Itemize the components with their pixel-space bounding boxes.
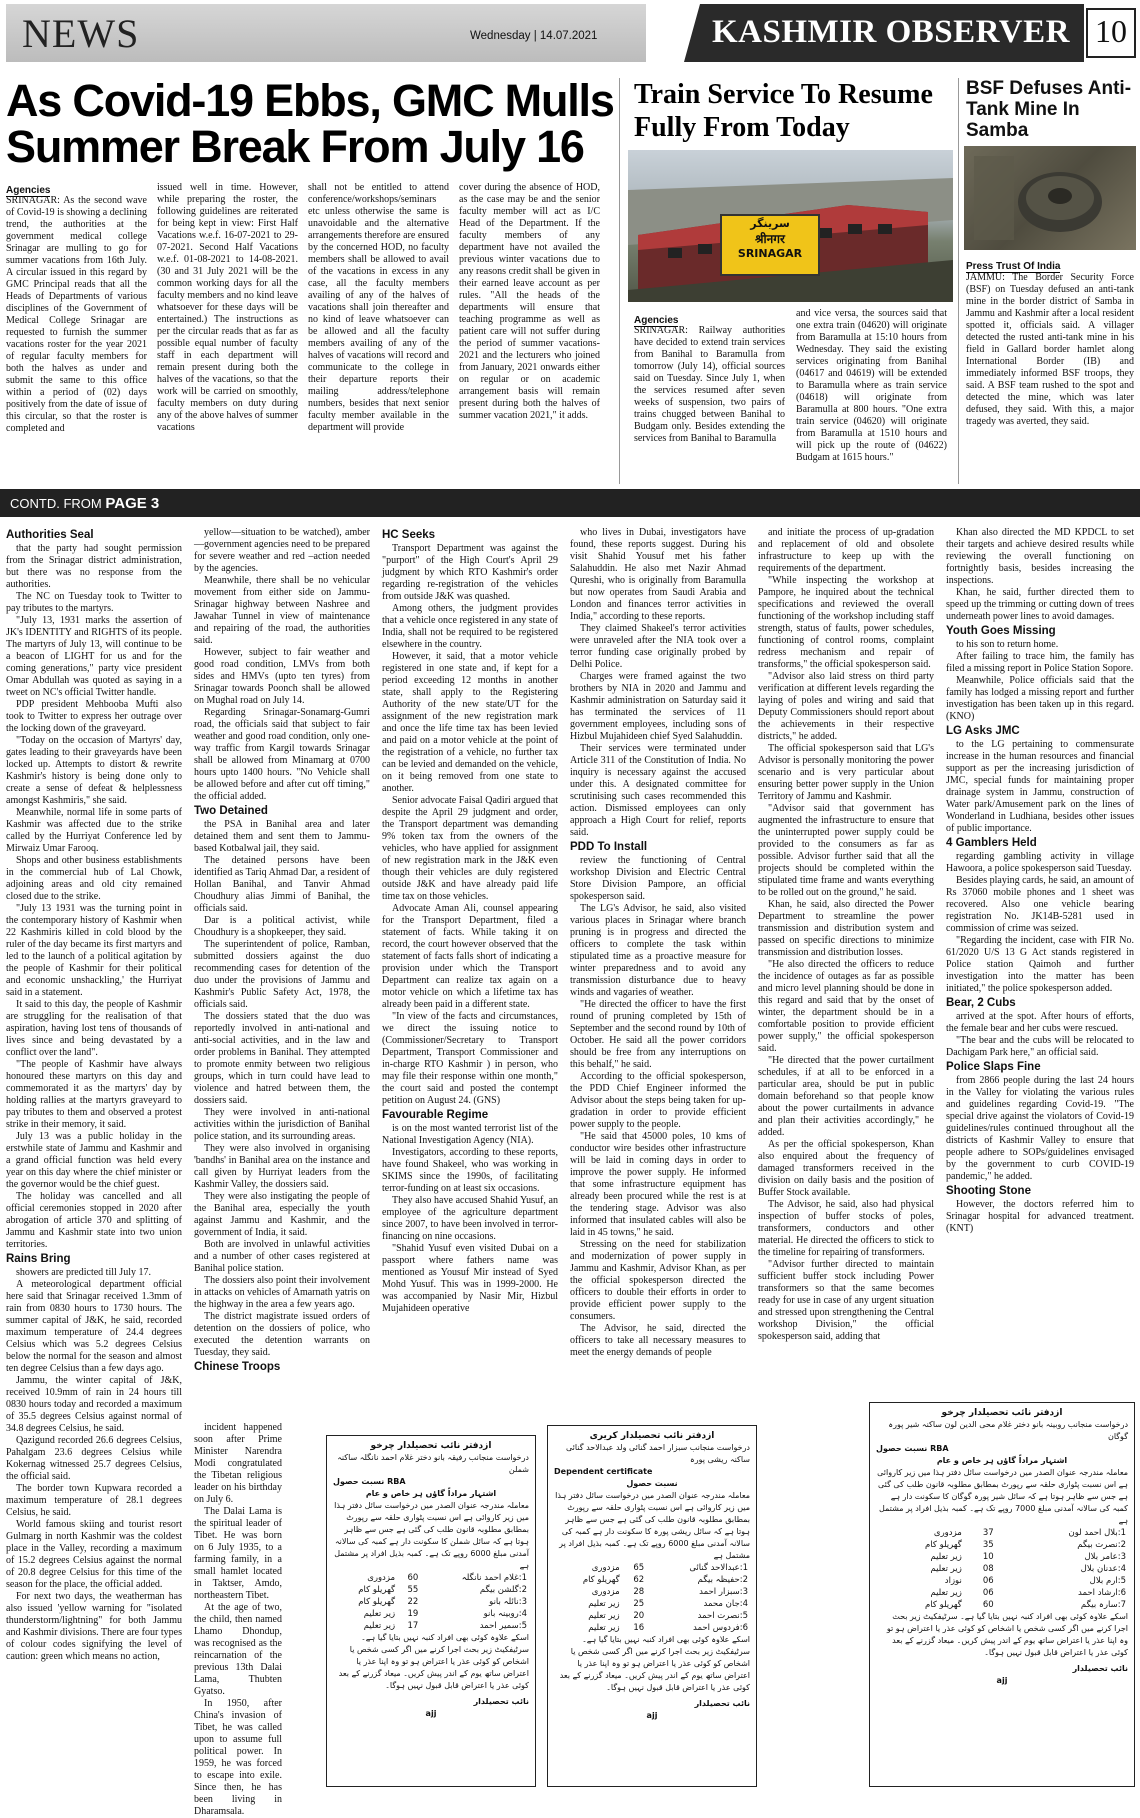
paragraph: It said to this day, the people of Kashmir are struggling for the realisation of that aspiration, having lost tens of thousands of lives since and being devastated by a conflict over the land".: [6, 999, 182, 1058]
paragraph: "Advisor said that government has augmented the infrastructure to ensure that the uninterrupted power supply could be provided to the consumers as far as possible. Advisor further said that all the projects should be completed within the stipulated time frame and wants everything to be rolled out on the ground," he said.: [758, 803, 934, 898]
train-byline: Agencies: [634, 315, 679, 326]
subhead: Rains Bring: [6, 1253, 71, 1265]
contd-bar: [0, 489, 1140, 517]
paragraph: the PSA in Banihal area and later detained them and sent them to Jammu-based Kotbalwal jail, they said.: [194, 819, 370, 854]
paragraph: The border town Kupwara recorded a maximum temperature of 28.1 degrees Celsius, he said.: [6, 1483, 182, 1518]
subhead: Youth Goes Missing: [946, 625, 1056, 637]
paragraph: At the age of two, the child, then named Lhamo Dhondup, was recognised as the reincarnation of the previous 13th Dalai Lama, Thubten Gyatso.: [194, 1602, 282, 1697]
contd-page: PAGE 3: [105, 495, 160, 512]
member-name: 2:نصرت بیگم: [1077, 1540, 1126, 1550]
member-age: 16: [633, 1623, 645, 1633]
member-occupation: زیر تعلیم: [930, 1564, 962, 1574]
paragraph: Meanwhile, there shall be no vehicular movement from either side on Jammu-Srinagar highway between Nashree and Jawahar Tunnel in view of maintenance and repairing of the road, the authorities said.: [194, 575, 370, 646]
member-name: 5:ارم بلال: [1089, 1576, 1126, 1586]
subhead: Favourable Regime: [382, 1109, 489, 1121]
notice-code: ajj: [425, 1709, 437, 1718]
member-name: 3:سبزار احمد: [699, 1587, 748, 1597]
paragraph: that the party had sought permission from the Srinagar district administration, but there was no response from the authorities.: [6, 543, 182, 590]
notice-code: ajj: [996, 1676, 1008, 1685]
paragraph: "Advisor also laid stress on third party verification at different levels regarding the laying of poles and wiring and said that Deputy Commissioners should report about the achievements in their respective districts," he added.: [758, 671, 934, 742]
notice-body: معاملہ مندرجہ عنوان الصدر میں درخواست سائل دفتر ہذا میں زیر کاروائی ہے اس نسبت پٹواری حلقہ سے رپورٹ بمطابق مطلوبہ قانون طلب کی گئی ہے جس سے ظاہر ہوتا ہے کہ سائل شملن کا سکونت دار ہے کمبہ کی سالانہ آمدنی مبلغ 6000 روپے تک ہے۔ کمبہ بذیل افراد پر مشتمل ہے: [334, 1501, 529, 1570]
paragraph: Dar is a political activist, while Choudhury is a shopkeeper, they said.: [194, 915, 370, 938]
train-text-2: and vice versa, the sources said that one extra train (04620) will originate from Baramulla at 15:10 hours from Wednesday. They said the existing services originating from Banihal (04617 and 04619) will be extended to Baramulla where as train service (04618) will originate from Baramulla at 800 hours. "One extra train service (04620) will originate from Baramulla at 1510 hours and will pick up the route of (04622) Budgam at 1615 hours.": [796, 308, 947, 463]
paragraph: The Advisor, he said, also had physical inspection of buffer stocks of poles, transformers, conductors and other material. He directed the officers to stick to the timeline for repairing of transformers.: [758, 1199, 934, 1258]
notice-heading: اشتہار مراداً گاؤں ہر خاص و عام: [365, 1489, 497, 1498]
member-name: 5:سمیر احمد: [479, 1621, 527, 1631]
paragraph: Senior advocate Faisal Qadiri argued that despite the April 29 judgment and order, the Transport department was demanding 9% token tax from the owners of the vehicles, who have applied for assignment of new registration mark in the J&K even though their vehicles are duly registered outside J&K and have already paid life time tax on those vehicles.: [382, 795, 558, 902]
paragraph: to the LG pertaining to commensurate increase in the human resources and financial support as per the increasing jurisdiction of JMC, special funds for maintaining proper drainage system in Jammu, construction of Water park/Amusement park on the lines of Wonderland in Ludhiana, besides other issues of public importance.: [946, 739, 1134, 834]
lead-text-2: issued well in time. However, while preparing the roster, the following guidelines are reiterated for being kept in view: First Half Vacations w.e.f. 16-07-2021 to 29-07-2021. Second Half Vacations w.e.f. 01-08-2021 to 14-08-2021. (30 and 31 July 2021 will be the common working days for all the faculty members and no kind leave whatsoever for these days will be entertained.) The instructions as per the circular reads that as far as possible equal number of faculty staff in each department will remain present during both the halves of the vacations, so that the work will be carried on smoothly, faculty members on duty during any of the above halves of summer vacations: [157, 182, 298, 433]
paragraph: Jammu, the winter capital of J&K, received 10.9mm of rain in 24 hours till 0830 hours today and recorded a maximum of 35.5 degrees Celsius against normal of 34.8 degrees Celsius, he said.: [6, 1375, 182, 1434]
family-row: [333, 1596, 529, 1608]
bsf-text: JAMMU: The Border Security Force (BSF) on Tuesday defused an anti-tank mine in the border district of Samba in Jammu and Kashmir after a local resident spotted it, officials said. A villager detected the rusted anti-tank mine in his field in Gallard border hamlet along International Border (IB) and immediately informed BSF troops, they said. A BSF team rushed to the spot and detected the mine, which was later defused, they said. With this, a major tragedy was averted, they said.: [966, 272, 1134, 427]
train-headline: Train Service To Resume Fully From Today: [634, 79, 933, 143]
notice-footer: اسکے علاوہ کوئی بھی افراد کنبہ نہیں بتایا گیا ہے۔ سرٹیفکیٹ زیر بحث اجرا کرنے میں اگر کسی شخص یا اشخاص کو کوئی عذر یا اعتراض ہو تو وہ اپنا عذر یا اعتراض ساتھ یوم کے اندر پیش کریں۔ میعاد گزرنے کے بعد کوئی عذر یا اعتراض قابل قبول نہیں ہوگا۔: [559, 1635, 750, 1692]
subhead: LG Asks JMC: [946, 725, 1020, 737]
notice-footer: اسکے علاوہ کوئی بھی افراد کنبہ نہیں بتایا گیا ہے۔ سرٹیفکیٹ زیر بحث اجرا کرنے میں اگر کسی شخص یا اشخاص کو کوئی عذر یا اعتراض ہو تو وہ اپنا عذر یا اعتراض ساتھ یوم کے اندر پیش کریں۔ میعاد گزرنے کے بعد کوئی عذر یا اعتراض قابل قبول نہیں ہوگا۔: [886, 1612, 1128, 1657]
member-age: 60: [407, 1573, 419, 1583]
divider-train-bsf: [958, 78, 959, 484]
public-notice-1: [326, 1435, 536, 1787]
paragraph: "July 13, 1931 marks the assertion of JK's IDENTITY and RIGHTS of its people. The martyrs of July 13, will continue to be a beacon of LIGHT for us and for the coming generations," party vice president Omar Abdullah was quoted as saying in a tweet on NC's official Twitter handle.: [6, 615, 182, 698]
paragraph: Qazigund recorded 26.6 degrees Celsius, Pahalgam 23.6 degrees Celsius while Kokernag witnessed 25.7 degrees Celsius, the official said.: [6, 1435, 182, 1482]
lead-byline: Agencies: [6, 185, 51, 196]
paragraph: They were involved in anti-national activities within the jurisdiction of Banihal police station, and its surrounding areas.: [194, 1107, 370, 1142]
continued-col-4: [570, 527, 746, 1417]
member-age: 25: [633, 1599, 645, 1609]
paragraph: Investigators, according to these reports, have found Shakeel, who was working in SKIMS since the 1990s, of facilitating terror-funding on at least six occasions.: [382, 1147, 558, 1194]
subhead: Police Slaps Fine: [946, 1061, 1041, 1073]
paragraph: regarding gambling activity in village Hawoora, a police spokesperson said Tuesday.: [946, 851, 1134, 874]
train-photo: [628, 150, 953, 302]
bsf-byline: Press Trust Of India: [966, 261, 1061, 272]
notice-applicant: درخواست منجانب سبزار احمد گنائی ولد عبدالاحد گنائی ساکنہ ریشی پورہ: [565, 1443, 750, 1464]
paragraph: Regarding Srinagar-Sonamarg-Gumri road, the officials said that subject to fair weather and good road condition, only one-way traffic from Kargil towards Srinagar shall be allowed from Minamarg at 0700 hours upto 1400 hours. "No Vehicle shall be allowed before and after cut off timing," the official added.: [194, 707, 370, 802]
paragraph: They were also instigating the people of the Banihal area, especially the youth against Jammu and Kashmir, and the government of India, it said.: [194, 1191, 370, 1238]
paragraph: A meteorological department official here said that Srinagar received 1.3mm of rain from 0830 hours to 1730 hours. The summer capital of J&K, he said, recorded maximum temperature of 24.4 degrees Celsius which was 5.2 degrees Celsius below the normal for the season and almost ten degree Celsius than a few days ago.: [6, 1279, 182, 1374]
member-age: 10: [982, 1552, 994, 1562]
member-age: 37: [982, 1528, 994, 1538]
lead-col-2: [157, 182, 298, 485]
paragraph: The dossiers also point their involvement in attacks on vehicles of Amarnath yatris on the highway in the area a few years ago.: [194, 1275, 370, 1310]
lead-text-3: shall not be entitled to attend conference/workshops/seminars etc unless otherwise the same is unavoidable and the alternative arrangements therefore are ensured by the concerned HOD, no faculty members shall be allowed to avail of the vacations in excess in any case, all the faculty members availing of any of the halves of vacations shall join thereafter and no kind of leave whatsoever can be allowed and all the faculty members availing of any of the halves of vacations will record and communicate to the college in their departure reports their mailing address/telephone numbers, besides that next senior faculty member available in the department will provide: [308, 182, 449, 433]
paragraph: The Dalai Lama is the spiritual leader of Tibet. He was born on 6 July 1935, to a farming family, in a small hamlet located in Taktser, Amdo, northeastern Tibet.: [194, 1506, 282, 1601]
family-row: [554, 1598, 750, 1610]
paragraph: They claimed Shakeel's terror activities were unraveled after the NIA took over a terror funding case originally probed by Delhi Police.: [570, 623, 746, 670]
public-notice-3: [869, 1402, 1135, 1787]
member-occupation: مزدوری: [591, 1563, 620, 1573]
subhead: Bear, 2 Cubs: [946, 997, 1016, 1009]
member-age: 22: [407, 1597, 419, 1607]
sign-hindi: श्रीनगर: [755, 232, 785, 246]
member-age: 06: [982, 1576, 994, 1586]
member-age: 06: [982, 1588, 994, 1598]
paragraph: PDP president Mehbooba Mufti also took to Twitter to express her outrage over the locking down of the graveyard.: [6, 699, 182, 734]
notice-title: ازدفتر نائب تحصیلدار کریری: [589, 1431, 715, 1441]
section-label: NEWS: [22, 11, 140, 56]
paragraph: The dossiers stated that the duo was reportedly involved in anti-national and anti-social activities, and in the law and order problems in Banihal. They attempted to promote enmity between two religious groups, which in turn could have lead to violence and hatred between them, the dossiers said.: [194, 1011, 370, 1106]
paragraph: arrived at the spot. After hours of efforts, the female bear and her cubs were rescued.: [946, 1011, 1134, 1034]
family-row: [876, 1551, 1128, 1563]
paragraph: However, subject to fair weather and good road condition, LMVs from both sides and HMVs (upto ten tyres) from Srinagar towards Poonch shall be allowed on Mughal road on July 14.: [194, 647, 370, 706]
paragraph: "July 13 1931 was the turning point in the contemporary history of Kashmir when 22 Kashmiris killed in cold blood by the ruler of the day became its first martyrs and led to the launch of a political agitation by the people of Kashmir for their political and economic unshackling,' the Hurriyat said in a statement.: [6, 903, 182, 998]
paragraph: Khan also directed the MD KPDCL to set their targets and achieve desired results while reviewing the overall functioning on fortnightly basis, besides increasing the inspections.: [946, 527, 1134, 586]
contd-label: CONTD. FROM: [10, 496, 102, 511]
paragraph: yellow—situation to be watched), amber —government agencies need to be prepared for severe weather and red –action needed by the agencies.: [194, 527, 370, 574]
contd-label-wrap: [10, 495, 159, 512]
paragraph: Their services were terminated under Article 311 of the Constitution of India. No inquiry is necessary against the accused under this. A designated committee for scrutinising such cases recommended this action. Dismissed employees can only approach a High Court for relief, reports said.: [570, 743, 746, 838]
lead-headline: As Covid-19 Ebbs, GMC Mulls Summer Break From July 16: [6, 75, 614, 172]
public-notice-2: [547, 1425, 757, 1787]
paragraph: Both are involved in unlawful activities and a number of other cases registered at Banihal police station.: [194, 1239, 370, 1274]
family-row: [876, 1527, 1128, 1539]
member-name: 3:نائلہ بانو: [489, 1597, 527, 1607]
paragraph: Meanwhile, normal life in some parts of Kashmir was affected due to the strike called by the Hurriyat Conference led by Mirwaiz Umar Farooq.: [6, 807, 182, 854]
paragraph: July 13 was a public holiday in the erstwhile state of Jammu and Kashmir and a grand official function was held every year on this day where the chief minister or the governor would be the chief guest.: [6, 1131, 182, 1190]
notice-subject: Dependent certificate: [554, 1467, 653, 1476]
divider-lead-train: [619, 78, 620, 484]
paragraph: Khan, he said, further directed them to speed up the trimming or cutting down of trees underneath power lines to avoid damages.: [946, 587, 1134, 622]
member-age: 35: [982, 1540, 994, 1550]
paragraph: Khan, he said, also directed the Power Department to streamline the power transmission and distribution system and passed on specific directions to minimize transmission and distribution losses.: [758, 899, 934, 958]
member-name: 4:جان محمد: [703, 1599, 748, 1609]
sign-english: SRINAGAR: [737, 247, 803, 260]
notice-title: ازدفتر نائب تحصیلدار چرخو: [941, 1408, 1063, 1418]
mine-illustration: [964, 146, 1136, 250]
family-row: [876, 1539, 1128, 1551]
subhead: Authorities Seal: [6, 529, 94, 541]
paragraph: The superintendent of police, Ramban, submitted dossiers against the duo recommending cases for detention of the duo under the provisions of Jammu and Kashmir's Public Safety Act, 1978, the officials said.: [194, 939, 370, 1010]
family-row: [876, 1563, 1128, 1575]
member-occupation: گھریلو کام: [358, 1597, 396, 1607]
paragraph: The LG's Advisor, he said, also visited various places in Srinagar where branch pruning is in progress and directed the officers to complete the task within stipulated time as a proactive measure for winter preparedness and to avoid any transmission disturbance due to heavy winds and vagaries of weather.: [570, 903, 746, 998]
member-occupation: مزدوری: [933, 1528, 962, 1538]
train-text-1: SRINAGAR: Railway authorities have decided to extend train services from Banihal to Baramulla from tomorrow (July 14), official sources said on Tuesday. Since July 1, when the services resumed after seven weeks of suspension, two pairs of trains chugged between Banihal to Budgam only. Besides extending the services from Banihal to Baramulla: [634, 325, 785, 444]
member-occupation: مزدوری: [591, 1587, 620, 1597]
notice-title: ازدفتر نائب تحصیلدار چرخو: [370, 1441, 492, 1451]
family-row: [554, 1586, 750, 1598]
paragraph: Among others, the judgment provides that a vehicle once registered in any state of India, shall not be required to be registered elsewhere in the country.: [382, 603, 558, 650]
notice-applicant: درخواست منجانب روبینہ بانو دختر غلام محی الدین لون ساکنہ شیر پورہ گوگان: [888, 1420, 1128, 1441]
subhead: 4 Gamblers Held: [946, 837, 1037, 849]
paragraph: Meanwhile, Police officials said that the family has lodged a missing report and further investigation has been taken up in this regard. (KNO): [946, 675, 1134, 722]
member-occupation: زیر تعلیم: [588, 1611, 620, 1621]
member-name: 7:سارہ بیگم: [1080, 1600, 1126, 1610]
paragraph: The Advisor, he said, directed the officers to take all necessary measures to meet the energy demands of people: [570, 1323, 746, 1358]
paragraph: "He directed that the power curtailment schedules, if at all to be enforced in a particular area, should be put in public domain beforehand so that people know about the power curtailments in advance and plan their activities accordingly," he added.: [758, 1055, 934, 1138]
paragraph: "Advisor further directed to maintain sufficient buffer stock including Power transformers so that the same becomes ready for use in case of any urgent situation and stressed upon strengthening the Central workshop Division," the official spokesperson said, adding that: [758, 1259, 934, 1342]
member-name: 1:بلال احمد لون: [1068, 1528, 1126, 1538]
lead-text-4: cover during the absence of HOD, as the case may be and the senior faculty member will act as I/C Head of the Department. If the faculty members of any department have not availed the previous winter vacations due to any reasons credit shall be given in their earned leave account as per rules. "All the heads of the departments will ensure that teaching programme as well as patient care will not suffer during the period of summer vacations-2021 and the lecturers who joined from January, 2021 onwards either on regular or on academic arrangement basis will remain present during both the halves of summer vacation 2021," it adds.: [459, 182, 600, 421]
paper-name: KASHMIR OBSERVER: [712, 14, 1070, 50]
continued-col-2b: [194, 1422, 282, 1817]
notice-signature: نائب تحصیلدار: [1072, 1664, 1128, 1673]
notice-body: معاملہ مندرجہ عنوان الصدر میں درخواست سائل دفتر ہذا میں زیر کاروائی ہے اس نسبت پٹواری حلقہ سے رپورٹ بمطابق مطلوبہ قانون طلب کی گئی ہے جس سے ظاہر ہوتا ہے کہ سائل ریشی پورہ کا سکونت دار ہے کمبہ کی سالانہ آمدنی مبلغ 6000 روپے تک ہے۔ کمبہ بذیل افراد پر مشتمل ہے: [555, 1491, 750, 1560]
member-age: 28: [633, 1587, 645, 1597]
paragraph: However, the doctors referred him to Srinagar hospital for advanced treatment. (KNT): [946, 1199, 1134, 1234]
member-age: 19: [407, 1609, 419, 1619]
notice-body: معاملہ مندرجہ عنوان الصدر میں درخواست سائل دفتر ہذا میں زیر کاروائی ہے اس نسبت پٹواری حلقہ سے رپورٹ بمطابق مطلوبہ قانون طلب کی گئی ہے جس سے ظاہر ہوتا ہے کہ سائل شیر پورہ گوگان کا سکونت دار ہے کمبہ کی سالانہ آمدنی مبلغ 7000 روپے تک ہے۔ کمبہ بذیل افراد پر مشتمل ہے: [877, 1468, 1128, 1525]
paragraph: "Regarding the incident, case with FIR No. 61/2020 U/S 13 G Act stands registered in Police station Qaimoh and further investigation into the matter has been initiated," the police spokesperson added.: [946, 935, 1134, 994]
paragraph: The official spokesperson said that LG's Advisor is personally monitoring the power scenario and is very particular about ensuring better power supply in the Union Territory of Jammu and Kashmir.: [758, 743, 934, 802]
member-occupation: گھریلو کام: [924, 1600, 962, 1610]
subhead: Two Detained: [194, 805, 268, 817]
lead-col-4: [459, 182, 600, 485]
member-age: 62: [633, 1575, 645, 1585]
subhead: Chinese Troops: [194, 1361, 281, 1373]
paragraph: Transport Department was against the "purport" of the High Court's April 29 judgment by which RTO Kashmir's order regarding re-registration of the vehicles from outside J&K was quashed.: [382, 543, 558, 602]
family-row: [333, 1584, 529, 1596]
paragraph: "In view of the facts and circumstances, we direct the issuing notice to (Commissioner/Secretary to Transport Department, Transport Commissioner and in-charge RTO Kashmir ) in person, who may file their response within one month," the court said and posted the contempt petition on August 24. (GNS): [382, 1011, 558, 1106]
member-occupation: زیر تعلیم: [588, 1599, 620, 1609]
paragraph: For next two days, the weatherman has also issued 'yellow warning for "isolated thunderstorm/lightning" for both Jammu and Kashmir divisions. There are four types of colour codes signifying the level of caution: green which means no action,: [6, 1591, 182, 1662]
paragraph: "Shahid Yusuf even visited Dubai on a passport where fathers name was mentioned as Yousuf Mir instead of Syed Mohd Yusuf. This was in 1999-2000. He was accompanied by Nasir Mir, Hizbul Mujahideen operative: [382, 1243, 558, 1314]
family-row: [876, 1599, 1128, 1611]
member-occupation: زیر تعلیم: [930, 1552, 962, 1562]
notice-heading: نسبت حصول: [626, 1479, 678, 1488]
paragraph: "He directed the officer to have the first round of pruning completed by 15th of September and the second round by 10th of October. He said all the power corridors should be free from any interruptions on this behalf," he said.: [570, 999, 746, 1070]
train-col-1: [634, 325, 785, 485]
member-occupation: گھریلو کام: [582, 1575, 620, 1585]
paragraph: However, it said, that a motor vehicle registered in one state and, if kept for a period exceeding 12 months in another state, shall apply to the Registering Authority of the new state/UT for the assignment of the new registration mark and once the life time tax has been levied and paid on a motor vehicle at the point of the registration of a vehicle, no further tax can be levied and demanded on the vehicle, on it being removed from one state to another.: [382, 651, 558, 794]
page-number: 10: [1095, 13, 1127, 49]
paragraph: from 2866 people during the last 24 hours in the Valley for violating the various rules and guidelines regarding Covid-19. "The special drive against the violators of Covid-19 guidelines/rules continued throughout all the districts of Kashmir Valley to ensure that people adhere to SOPs/guidelines envisaged by the government to curb COVID-19 pandemic," he added.: [946, 1075, 1134, 1182]
paragraph: In 1950, after China's invasion of Tibet, he was called upon to assume full political power. In 1959, he was forced to escape into exile. Since then, he has been living in Dharamsala.: [194, 1698, 282, 1817]
family-row: [333, 1608, 529, 1620]
member-age: 20: [633, 1611, 645, 1621]
lead-col-1: [6, 195, 147, 485]
paragraph: After failing to trace him, the family has filed a missing report in Police Station Sopore.: [946, 651, 1134, 674]
paragraph: "He also directed the officers to reduce the incidence of outages as far as possible and micro level planning should be done in this regard and said that by the onset of winter, the department should be in a comfortable position to provide efficient power supply," the official spokesperson said.: [758, 959, 934, 1054]
member-age: 55: [407, 1585, 419, 1595]
paragraph: who lives in Dubai, investigators have found, these reports suggest. During his visit Shahid Yousuf met his father Salahuddin. He also met Nazir Ahmad Qureshi, who is originally from Baramulla but now operates from Saudi Arabia and London and finances terror activities in India," according to these reports.: [570, 527, 746, 622]
paragraph: They also have accused Shahid Yusuf, an employee of the agriculture department since 2007, to have been involved in terror-financing on nine occasions.: [382, 1195, 558, 1242]
member-name: 6:ارشاد احمد: [1078, 1588, 1126, 1598]
family-row: [876, 1575, 1128, 1587]
paragraph: to his son to return home.: [956, 639, 1059, 650]
paragraph: As per the official spokesperson, Khan also enquired about the frequency of damaged transformers received in the division on daily basis and the position of Buffer Stock available.: [758, 1139, 934, 1198]
member-occupation: زیر تعلیم: [588, 1623, 620, 1633]
subhead: Shooting Stone: [946, 1185, 1031, 1197]
paragraph: World famous skiing and tourist resort Gulmarg in north Kashmir was the coldest place in the Valley, recording a maximum of 15.2 degrees Celsius against the normal of 20.8 degree Celsius for this time of the season for the place, the official added.: [6, 1519, 182, 1590]
sign-urdu: سرینگر: [750, 217, 790, 230]
paragraph: Besides playing cards, he said, an amount of Rs 37060 mobile phones and 1 sheet was recovered. Also one vehicle bearing registration No. JK14B-5281 used in commission of crime was seized.: [946, 875, 1135, 934]
continued-col-2: [194, 527, 370, 1422]
paragraph: "The people of Kashmir have always honoured these martyrs on this day and commemorated it as the martyrs' day by holding rallies at the martyrs graveyard to pay tributes to them and observed a protest strike in their memory, it said.: [6, 1059, 182, 1130]
station-sign: [720, 214, 820, 276]
train-col-2: [796, 308, 947, 485]
member-name: 1:غلام احمد نانگلہ: [461, 1573, 527, 1583]
paragraph: review the functioning of Central workshop Division and Electric Central Store Division Pampore, an official spokesperson said.: [570, 855, 746, 902]
notice-applicant: درخواست منجانب رفیقہ بانو دختر غلام احمد نانگلہ ساکنہ شملن: [337, 1453, 529, 1474]
paragraph: and initiate the process of up-gradation and replacement of old and obsolete infrastructure to keep up with the requirements of the department.: [758, 527, 934, 574]
member-name: 4:عدنان بلال: [1080, 1564, 1126, 1574]
paragraph: "Today on the occasion of Martyrs' day, gates leading to their graveyards have been locked up. Attempts to distort & rewrite Kashmir's history is being done only to create a sense of defeat & helplessness amongst Kashmiris," she said.: [6, 735, 182, 806]
family-table: [554, 1562, 750, 1634]
member-occupation: زیر تعلیم: [930, 1588, 962, 1598]
notice-code: ajj: [646, 1711, 658, 1720]
paragraph: Stressing on the need for stabilization and modernization of power supply in Jammu and Kashmir, Advisor Khan, as per the official spokesperson directed the officers to double their efforts in order to provide efficient power supply to the consumers.: [570, 1239, 746, 1322]
notice-signature: نائب تحصیلدار: [473, 1697, 529, 1706]
paragraph: According to the official spokesperson, the PDD Chief Engineer informed the Advisor about the steps being taken for up-gradation in order to provide efficient power supply to the people.: [570, 1071, 746, 1130]
member-name: 6:فردوس احمد: [693, 1623, 748, 1633]
continued-col-3: [382, 527, 558, 1417]
member-occupation: گھریلو کام: [358, 1585, 396, 1595]
member-age: 08: [982, 1564, 994, 1574]
notice-signature: نائب تحصیلدار: [694, 1699, 750, 1708]
member-age: 60: [982, 1600, 994, 1610]
paragraph: Advocate Aman Ali, counsel appearing for the Transport Department, filed a statement of facts. While taking it on record, the court however observed that the statement of facts falls short of indicating a provision under which the Transport Department can realize tax again on a motor vehicle on which a lifetime tax has already been paid in a different state.: [382, 903, 558, 1010]
paragraph: They were also involved in organising 'bandhs' in Banihal area on the instance and call given by Hurriyat leaders from the Kashmir Valley, the dossiers said.: [194, 1143, 370, 1190]
notice-subject: نسبت حصول RBA: [876, 1444, 949, 1453]
family-row: [554, 1622, 750, 1634]
subhead: PDD To Install: [570, 841, 648, 853]
mine-photo: [964, 146, 1136, 250]
member-age: 17: [407, 1621, 419, 1631]
member-occupation: مزدوری: [367, 1573, 396, 1583]
paragraph: "He said that 45000 poles, 10 kms of conductor wire besides other infrastructure will be laid in coming days in order to improve the power supply. He informed that some infrastructure equipment has already been procured while the rest is at the tendering stage. Advisor was also informed that insulated cables will also be laid in 45 towns," he said.: [570, 1131, 746, 1238]
paragraph: The NC on Tuesday took to Twitter to pay tributes to the martyrs.: [6, 591, 182, 614]
member-name: 3:عامر بلال: [1084, 1552, 1126, 1562]
continued-col-6: [946, 527, 1134, 1417]
notice-footer: اسکے علاوہ کوئی بھی افراد کنبہ نہیں بتایا گیا ہے۔ سرٹیفکیٹ زیر بحث اجرا کرنے میں اگر کسی شخص یا اشخاص کو کوئی عذر یا اعتراض ہو تو وہ اپنا عذر یا اعتراض ساتھ یوم کے اندر پیش کریں۔ میعاد گزرنے کے بعد کوئی عذر یا اعتراض قابل قبول نہیں ہوگا۔: [338, 1633, 529, 1690]
member-occupation: نوزاد: [944, 1576, 962, 1586]
family-table: [876, 1527, 1128, 1611]
masthead: [0, 0, 1140, 66]
member-age: 65: [633, 1563, 645, 1573]
bsf-col: [966, 272, 1134, 485]
paragraph: showers are predicted till July 17.: [16, 1267, 151, 1278]
member-occupation: گھریلو کام: [924, 1540, 962, 1550]
member-occupation: زیر تعلیم: [363, 1609, 396, 1619]
family-row: [554, 1574, 750, 1586]
lead-col-3: [308, 182, 449, 485]
subhead: HC Seeks: [382, 529, 436, 541]
paragraph: The holiday was cancelled and all official ceremonies stopped in 2020 after abrogation of article 370 and splitting of Jammu and Kashmir state into two union territories.: [6, 1191, 182, 1250]
paragraph: Shops and other business establishments in the commercial hub of Lal Chowk, adjoining areas and old city remained closed due to the strike.: [6, 855, 182, 902]
member-name: 2:حفیظہ بیگم: [697, 1575, 748, 1585]
continued-col-5: [758, 527, 934, 1417]
paragraph: is on the most wanted terrorist list of the National Investigation Agency (NIA).: [382, 1123, 558, 1146]
paragraph: "The bear and the cubs will be relocated to Dachigam Park here," an official said.: [946, 1035, 1134, 1058]
notice-heading: اشتہار مراداً گاؤں ہر خاص و عام: [936, 1456, 1068, 1465]
family-row: [554, 1562, 750, 1574]
bsf-headline: BSF Defuses Anti-Tank Mine In Samba: [966, 78, 1132, 141]
continued-col-1: [6, 527, 182, 1797]
member-name: 4:روبینہ بانو: [483, 1609, 527, 1619]
paragraph: Charges were framed against the two brothers by NIA in 2020 and Jammu and Kashmir administration on Saturday said it has terminated the services of 11 government employees, including sons of Hizbul Mujahideen chief Syed Salahuddin.: [570, 671, 746, 742]
member-occupation: زیر تعلیم: [363, 1621, 396, 1631]
family-row: [333, 1572, 529, 1584]
dateline: Wednesday | 14.07.2021: [470, 30, 598, 42]
notice-subject: نسبت حصول RBA: [333, 1477, 406, 1486]
paragraph: incident happened soon after Prime Minister Narendra Modi congratulated the Tibetan religious leader on his birthday on July 6.: [194, 1422, 282, 1505]
paragraph: "While inspecting the workshop at Pampore, he inquired about the technical specifications and reviewed the overall functioning of the workshop including staff strength, status of faults, power schedules, functioning of control rooms, complaint redress mechanism and repair of transforms," the official spokesperson said.: [758, 575, 934, 670]
member-name: 2:گلشن بیگم: [479, 1585, 527, 1595]
family-table: [333, 1572, 529, 1632]
member-name: 1:عبدالاحد گنائی: [689, 1563, 748, 1573]
family-row: [333, 1620, 529, 1632]
family-row: [554, 1610, 750, 1622]
paragraph: The district magistrate issued orders of detention on the dossiers of police, who executed the detention warrants on Tuesday, they said.: [194, 1311, 370, 1358]
lead-text-1: SRINAGAR: As the second wave of Covid-19 is showing a declining trend, the authorities at the government medical college Srinagar are mulling to go for summer vacations from 16th July. A circular issued in this regard by GMC Principal reads that all the Heads of Departments of various disciplines of the Government of Medical College Srinagar are requested to furnish the summer vacations roster for the year 2021 of regular faculty members for both the halves as under and submit the same to this office within a period of (02) days positively from the date of issue of this circular, so that the roster is completed and: [6, 195, 147, 434]
family-row: [876, 1587, 1128, 1599]
paragraph: The detained persons have been identified as Tariq Ahmad Dar, a resident of Hollan Banihal, and Tanvir Ahmad Choudhury alias Jimmi of Banihal, the officials said.: [194, 855, 370, 914]
member-name: 5:نصرت احمد: [697, 1611, 748, 1621]
